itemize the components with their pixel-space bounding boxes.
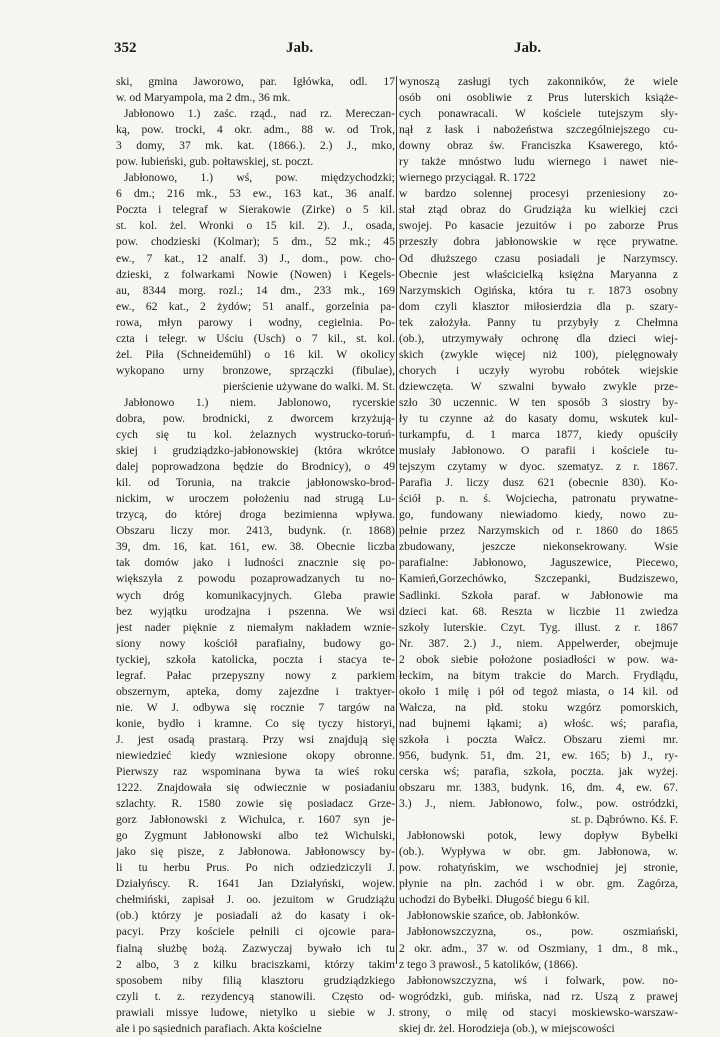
text-line: swojej. Po kasacie jezuitów i po zaborze Prus — [399, 219, 678, 233]
column-divider — [396, 76, 397, 964]
text-line: cerska wś; parafia, szkoła, poczta. jak wyżej. — [399, 765, 678, 779]
text-line: 2 okr. adm., 37 w. od Oszmiany, 1 dm., 8 mk., — [399, 941, 678, 955]
text-line: tyckiej, szkoła katolicka, poczta i stacya te- — [116, 652, 395, 666]
text-line: tek założyła. Panny tu przybyły z Chełmna — [399, 315, 678, 329]
text-line: Pierwszy raz wspominana bywa ta wieś roku — [116, 765, 395, 779]
text-line: ew., 7 kat., 12 analf. 3) J., dom., pow. cho- — [116, 251, 395, 265]
text-line: ale i po sąsiednich parafiach. Akta kościelne — [116, 1021, 322, 1035]
text-line: strony, o milę od stacyi moskiewsko-warszaw- — [399, 1005, 678, 1019]
text-line: zbudowany, jeszcze niekonsekrowany. Wsie — [399, 540, 678, 554]
text-line: obszaru mr. 1383, budynk. 16, dm. 4, ew. 67. — [399, 781, 678, 795]
text-line: pow. chodzieski (Kolmar); 5 dm., 52 mk.; 45 — [116, 235, 395, 249]
text-line: ew., 62 kat., 2 żydów; 51 analf., gorzelnia pa- — [116, 299, 395, 313]
text-line: ką, pow. trocki, 4 okr. adm., 88 w. od Trok, — [116, 123, 395, 137]
text-line: Jabłonowskie szańce, ob. Jabłonków. — [407, 909, 580, 923]
text-line: ły tu czynne aż do kasaty domu, wskutek kul- — [399, 411, 678, 425]
text-line: parafialne: Jabłonowo, Jaguszewice, Piecewo, — [399, 556, 678, 570]
text-line: dalej poprowadzona będzie do Brodnicy), o 49 — [116, 460, 395, 474]
text-line: Kamień,Gorzechówko, Szczepanki, Budziszewo, — [399, 572, 678, 586]
text-line: Jabłonowo 1.) niem. Jablonowo, rycerskie — [124, 395, 395, 409]
text-line: au, 8344 morg. rozl.; 14 dm., 233 mk., 169 — [116, 283, 395, 297]
text-line: pow. łubieński, gub. połtawskiej, st. poczt. — [116, 155, 314, 169]
right-column-heading: Jab. — [514, 40, 542, 56]
text-line: Poczta i telegraf w Sierakowie (Zirke) o 5 kil. — [116, 203, 395, 217]
text-line: kil. od Torunia, na trakcie jabłonowsko-brod- — [116, 476, 395, 490]
text-line: z tego 3 prawosł., 5 katolików, (1866). — [399, 957, 578, 971]
text-line: tak domów jako i ludności znacznie się po- — [116, 556, 395, 570]
text-line: ski, gmina Jaworowo, par. Igłówka, odl. 17 — [116, 75, 395, 88]
text-line: przeszły dobra jabłonowskie w ręce prywatne. — [399, 235, 678, 249]
text-line: skiej dr. żel. Horodzieja (ob.), w miejscowości — [399, 1021, 615, 1035]
text-line: go, fundowany niewiadomo kiedy, nowo zu- — [399, 508, 678, 522]
text-line: Obszaru liczy mor. 2413, budynk. (r. 1868) — [116, 524, 395, 538]
text-line: żel. Piła (Schneidemühl) o 16 kil. W okolicy — [116, 347, 395, 361]
text-line: około 1 milę i pół od tegoż miasta, o 14 kil. od — [399, 684, 678, 698]
text-line: Jabłonowo 1.) zaśc. rząd., nad rz. Mereczan- — [124, 107, 395, 121]
text-line: (ob.) którzy je posiadali aż do kasaty i ok- — [116, 909, 395, 923]
text-line: nie. W J. odbywa się rocznie 7 targów na — [116, 700, 395, 714]
text-line: 2 albo, 3 z kilku braciszkami, którzy takim — [116, 957, 395, 971]
text-line: szkoły luterskie. Czyt. Tyg. illust. z r. 1867 — [399, 620, 678, 634]
text-line: czta i telegr. w Uściu (Usch) o 7 kil., st. kol. — [116, 331, 395, 345]
text-line: Jabłonowszczyzna, wś i folwark, pow. no- — [407, 973, 678, 987]
text-line: 956, budynk. 51, dm. 21, ew. 165; b) J., ry- — [399, 748, 678, 762]
text-line: siony nowy kościół parafialny, budowy go- — [116, 636, 395, 650]
text-line: skich (zwykle więcej niż 100), pielęgnowały — [399, 347, 678, 361]
left-column-heading: Jab. — [286, 40, 314, 56]
text-line: legraf. Pałac przepyszny nowy z parkiem — [116, 668, 395, 682]
text-line: turkampfu, d. 1 marca 1877, kiedy opuściły — [399, 428, 678, 442]
text-line: nął z łask i nabożeństwa szczególniejszego cu- — [399, 123, 678, 137]
text-line: wiernego przyciągał. R. 1722 — [399, 171, 536, 185]
text-line: li tu herbu Prus. Po nich odziedziczyli J. — [116, 861, 395, 875]
text-line: (ob.), utrzymywały ochronę dla dzieci wiej- — [399, 331, 678, 345]
text-line: ściół p. n. ś. Wojciecha, patronatu prywatne- — [399, 492, 678, 506]
text-line: dom czyli klasztor miłosierdzia dla p. szary- — [399, 299, 678, 313]
text-line: chełmiński, zapisał J. oo. jezuitom w Grudziążu — [116, 893, 395, 907]
text-line: Jabłonowo, 1.) wś, pow. międzychodzki; — [124, 171, 395, 185]
text-line: 3 domy, 37 mk. kat. (1866.). 2.) J., mko, — [116, 139, 395, 153]
text-line: 6 dm.; 216 mk., 53 ew., 163 kat., 36 analf. — [116, 187, 395, 201]
text-line: cych ponawracali. W kościele tutejszym sły- — [399, 107, 678, 121]
text-line: pierścienie używane do walki. M. St. — [223, 379, 395, 393]
text-line: Narzymskich Ogińska, która tu r. 1873 osobny — [399, 283, 678, 297]
text-line: 39, dm. 16, kat. 161, ew. 38. Obecnie liczba — [116, 540, 395, 554]
text-line: st. kol. żel. Wronki o 15 kil. 2). J., osada, — [116, 219, 395, 233]
text-line: Obecnie jest właścicielką księżna Maryanna z — [399, 267, 678, 281]
text-line: konie, bydło i kramne. Co się tyczy historyi, — [116, 716, 395, 730]
text-line: łeckim, na bitym trakcie do March. Frydlądu, — [399, 668, 678, 682]
page-number: 352 — [114, 40, 137, 56]
text-line: dziewczęta. W szwalni bywało zwykle prze- — [399, 379, 678, 393]
text-line: cych się tu kol. żelaznych wystrucko-toruń- — [116, 428, 395, 442]
text-line: nickim, w uroczem położeniu nad strugą Lu- — [116, 492, 395, 506]
text-line: fialną służbę bożą. Zazwyczaj bywało ich tu — [116, 941, 395, 955]
text-line: nad bujnemi łąkami; a) włośc. wś; parafia, — [399, 716, 678, 730]
text-line: st. p. Dąbrówno. Kś. F. — [571, 813, 678, 827]
text-line: Od dłuższego czasu posiadali je Narzymscy. — [399, 251, 678, 265]
text-line: Działyńscy. R. 1641 Jan Działyński, wojew. — [116, 877, 395, 891]
text-line: szlachty. R. 1580 zowie się posiadacz Grze- — [116, 797, 395, 811]
left-text-column — [116, 74, 395, 1037]
text-line: J. jest osadą prastarą. Przy wsi znajdują się — [116, 732, 395, 746]
text-line: pow. rohatyńskim, we wschodniej jej stronie, — [399, 861, 678, 875]
text-line: ry także mnóstwo ludu wiernego i nawet nie- — [399, 155, 678, 169]
text-line: Jabłonowszczyzna, os., pow. oszmiański, — [407, 925, 678, 939]
text-line: gorz Jabłonowski z Wichulca, r. 1607 syn je- — [116, 813, 395, 827]
text-line: trzycą, do której droga bezimienna wpływa. — [116, 508, 395, 522]
text-line: (ob.). Wypływa w obr. gm. Jabłonowa, w. — [399, 845, 678, 859]
text-line: bez wyjątku urodzajna i pszenna. We wsi — [116, 604, 395, 618]
text-line: go Zygmunt Jabłonowski albo też Wichulski, — [116, 829, 395, 843]
text-line: 3.) J., niem. Jabłonowo, folw., pow. ostródzki, — [399, 797, 678, 811]
text-line: chorych i uczyły wyrobu robótek wiejskie — [399, 363, 678, 377]
text-line: musiały Jabłonowo. O parafii i kościele tu- — [399, 444, 678, 458]
text-line: w bardzo solennej procesyi przeniesiony zo- — [399, 187, 678, 201]
text-line: szło 30 uczennic. W ten sposób 3 siostry by- — [399, 395, 678, 409]
text-line: Nr. 387. 2.) J., niem. Appelwerder, obejmuje — [399, 636, 678, 650]
text-line: szkoła i poczta Wałcz. Obszaru ziemi mr. — [399, 732, 678, 746]
text-line: prawiali missye ludowe, nietylko u siebie w J. — [116, 1005, 395, 1019]
text-line: obszernym, apteka, domy zajezdne i traktyer- — [116, 684, 395, 698]
text-line: czyli t. z. rezydencyą stanowili. Często od- — [116, 989, 395, 1003]
text-line: płynie na płn. zachód i w obr. gm. Zagórza, — [399, 877, 678, 891]
text-line: Sadlinki. Szkoła paraf. w Jabłonowie ma — [399, 588, 678, 602]
text-line: tejszym czytamy w dyoc. szematyz. z r. 1867. — [399, 460, 678, 474]
text-line: większyła z powodu pozaprowadzanych tu no- — [116, 572, 395, 586]
text-line: jako się pisze, z Jabłonowa. Jabłonowscy by- — [116, 845, 395, 859]
text-line: sposobem niby filią klasztoru grudziądzkiego — [116, 973, 395, 987]
text-line: dzieski, z folwarkami Nowie (Nowen) i Kegels- — [116, 267, 395, 281]
text-line: pełnie przez Narzymskich od r. 1860 do 1865 — [399, 524, 678, 538]
text-line: 2 obok siebie położone posiadłości w pow. wa- — [399, 652, 678, 666]
text-line: pacyi. Przy kościele pełnili ci ojcowie para- — [116, 925, 395, 939]
text-line: 1222. Znajdowała się odwiecznie w posiadaniu — [116, 781, 395, 795]
text-line: niewiedzieć kiedy wzniesione okopy obronne. — [116, 748, 395, 762]
text-line: Wałcza, na płd. stoku wzgórz pomorskich, — [399, 700, 678, 714]
text-line: osób oni osobliwie z Prus luterskich książe- — [399, 91, 678, 105]
text-line: wych dróg komunikacyjnych. Gleba prawie — [116, 588, 395, 602]
text-line: dobra, pow. brodnicki, z dworcem krzyżują- — [116, 411, 395, 425]
right-text-column — [399, 74, 678, 1037]
text-line: uchodzi do Bybełki. Długość biegu 6 kil. — [399, 893, 590, 907]
text-line: skiej i grudziądzko-jabłonowskiej (która wkrótce — [116, 444, 395, 458]
text-line: stał ztąd obraz do Grudziąża ku wielkiej czci — [399, 203, 678, 217]
text-line: wykopano urny bronzowe, sprzączki (fibulae), — [116, 363, 395, 377]
text-line: rowa, młyn parowy i wodny, cegielnia. Po- — [116, 315, 395, 329]
text-line: Jabłonowski potok, lewy dopływ Bybełki — [407, 829, 678, 843]
text-line: w. od Maryampola, ma 2 dm., 36 mk. — [116, 91, 291, 105]
running-header — [114, 40, 682, 64]
text-line: jest nader pięknie z niemałym nakładem wznie- — [116, 620, 395, 634]
text-line: dzieci kat. 68. Reszta w liczbie 11 zwiedza — [399, 604, 678, 618]
text-line: wogródzki, gub. mińska, nad rz. Uszą z prawej — [399, 989, 678, 1003]
text-line: Parafia J. liczy dusz 621 (obecnie 830). Ko- — [399, 476, 678, 490]
text-line: downy obraz św. Franciszka Ksawerego, któ- — [399, 139, 678, 153]
text-line: wynoszą zasługi tych zakonników, że wiele — [399, 75, 678, 88]
